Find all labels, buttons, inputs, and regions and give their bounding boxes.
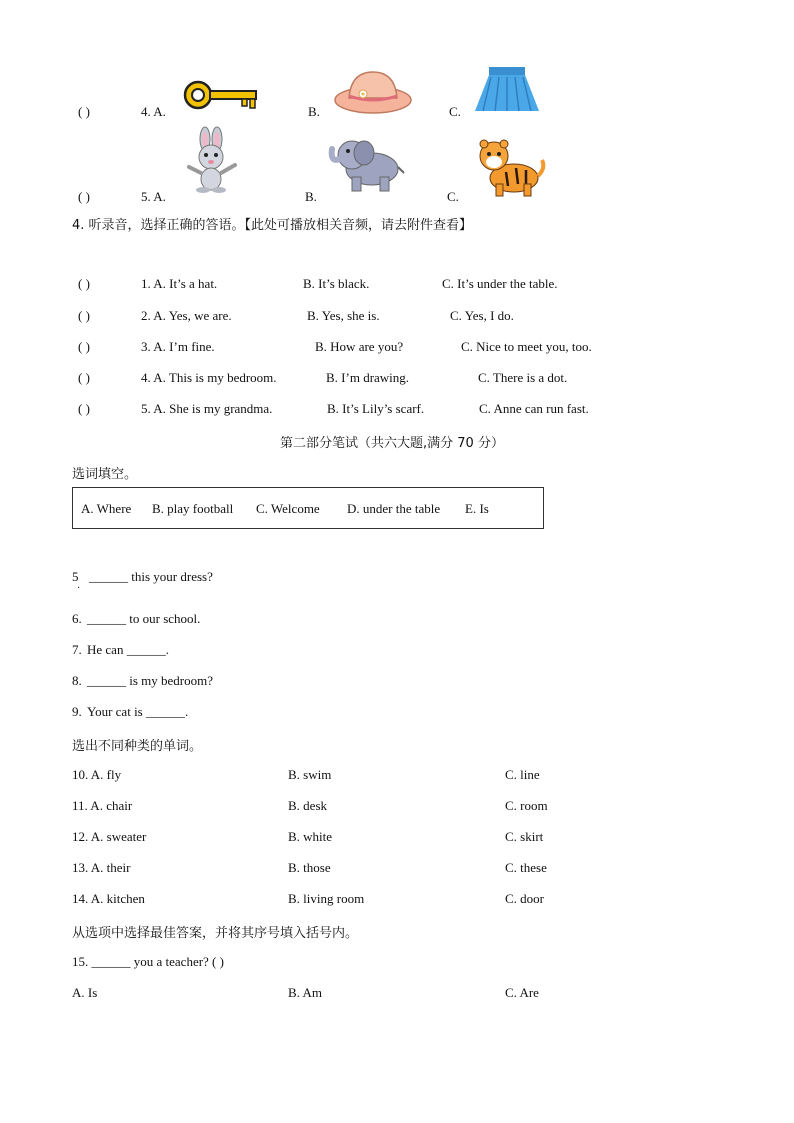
- elephant-icon: [326, 133, 406, 193]
- question-number: 6.: [72, 611, 82, 626]
- option-a: 5. A. She is my grandma.: [141, 401, 273, 416]
- question-text: ______ this your dress?: [89, 569, 213, 584]
- option-a: 13. A. their: [72, 860, 131, 875]
- option-a: 2. A. Yes, we are.: [141, 308, 232, 323]
- listen-question-4: [0, 370, 794, 390]
- skirt-icon: [471, 65, 541, 115]
- option-b: B. It’s black.: [303, 276, 370, 291]
- question-text: ______ to our school.: [87, 611, 201, 626]
- odd-instruction: 选出不同种类的单词。: [72, 739, 203, 754]
- option-b-label: B.: [308, 104, 320, 119]
- option-b: B. Yes, she is.: [307, 308, 380, 323]
- listen-question-2: [0, 308, 794, 328]
- fill-question-8: [0, 673, 794, 693]
- fill-question-5: [0, 569, 794, 589]
- question-text: Your cat is ______.: [87, 704, 189, 719]
- option-c: C. these: [505, 860, 547, 875]
- option-c: C. It’s under the table.: [442, 276, 558, 291]
- question-number: 5: [72, 569, 79, 584]
- option-c-label: C.: [447, 189, 459, 204]
- part-2-title: 第二部分笔试（共六大题,满分 70 分）: [280, 436, 504, 451]
- option-c: C. Anne can run fast.: [479, 401, 589, 416]
- fill-question-7: [0, 642, 794, 662]
- option-c: C. Nice to meet you, too.: [461, 339, 592, 354]
- option-b: B. It’s Lily’s scarf.: [327, 401, 425, 416]
- option-c: C. skirt: [505, 829, 544, 844]
- question-number: 7.: [72, 642, 82, 657]
- answer-paren[interactable]: ( ): [78, 276, 90, 291]
- option-c: C. Yes, I do.: [450, 308, 514, 323]
- option-b: B. swim: [288, 767, 332, 782]
- option-b-label: B.: [305, 189, 317, 204]
- listen-question-5: [0, 401, 794, 421]
- hat-icon: [333, 68, 413, 116]
- option-b: B. Am: [288, 985, 322, 1000]
- odd-question-11: [0, 798, 794, 818]
- option-a-label: 5. A.: [141, 189, 166, 204]
- option-c: C. Are: [505, 985, 539, 1000]
- option-b: B. living room: [288, 891, 365, 906]
- option-a: 10. A. fly: [72, 767, 122, 782]
- answer-paren[interactable]: ( ): [78, 104, 90, 119]
- option-b: B. white: [288, 829, 333, 844]
- option-b: B. How are you?: [315, 339, 404, 354]
- option-c: C. room: [505, 798, 548, 813]
- option-a-label: 4. A.: [141, 104, 166, 119]
- listen-question-3: [0, 339, 794, 359]
- tiger-icon: [470, 134, 546, 198]
- word-option-b: B. play football: [152, 501, 234, 516]
- option-c: C. line: [505, 767, 540, 782]
- word-option-c: C. Welcome: [256, 501, 320, 516]
- question-text: ______ is my bedroom?: [87, 673, 214, 688]
- question-number: 9.: [72, 704, 82, 719]
- option-a: 14. A. kitchen: [72, 891, 145, 906]
- fill-instruction: 选词填空。: [72, 467, 138, 482]
- answer-paren[interactable]: ( ): [78, 339, 90, 354]
- option-b: B. I’m drawing.: [326, 370, 410, 385]
- section-4-title: 4. 听录音，选择正确的答语。【此处可播放相关音频，请去附件查看】: [72, 218, 473, 233]
- option-c: C. There is a dot.: [478, 370, 568, 385]
- key-icon: [182, 77, 262, 113]
- listen-question-1: [0, 276, 794, 296]
- choice-options-15: [0, 985, 794, 1005]
- option-c-label: C.: [449, 104, 461, 119]
- odd-question-12: [0, 829, 794, 849]
- answer-paren[interactable]: ( ): [78, 401, 90, 416]
- option-b: B. desk: [288, 798, 327, 813]
- option-a: 4. A. This is my bedroom.: [141, 370, 277, 385]
- option-a: 3. A. I’m fine.: [141, 339, 215, 354]
- odd-question-14: [0, 891, 794, 911]
- answer-paren[interactable]: ( ): [78, 370, 90, 385]
- question-text: He can ______.: [87, 642, 169, 657]
- choice-question-15: 15. ______ you a teacher? ( ): [72, 954, 224, 969]
- odd-question-13: [0, 860, 794, 880]
- fill-question-6: [0, 611, 794, 631]
- choice-instruction: 从选项中选择最佳答案，并将其序号填入括号内。: [72, 926, 359, 941]
- option-a: 11. A. chair: [72, 798, 133, 813]
- word-option-a: A. Where: [81, 501, 132, 516]
- answer-paren[interactable]: ( ): [78, 308, 90, 323]
- option-b: B. those: [288, 860, 331, 875]
- option-c: C. door: [505, 891, 544, 906]
- option-a: 1. A. It’s a hat.: [141, 276, 218, 291]
- word-option-d: D. under the table: [347, 501, 441, 516]
- option-a: A. Is: [72, 985, 98, 1000]
- fill-question-9: [0, 704, 794, 724]
- stray-dot: ·: [77, 583, 81, 594]
- word-option-e: E. Is: [465, 501, 489, 516]
- rabbit-icon: [183, 127, 241, 193]
- odd-question-10: [0, 767, 794, 787]
- option-a: 12. A. sweater: [72, 829, 147, 844]
- answer-paren[interactable]: ( ): [78, 189, 90, 204]
- word-bank-box: [72, 487, 544, 529]
- question-number: 8.: [72, 673, 82, 688]
